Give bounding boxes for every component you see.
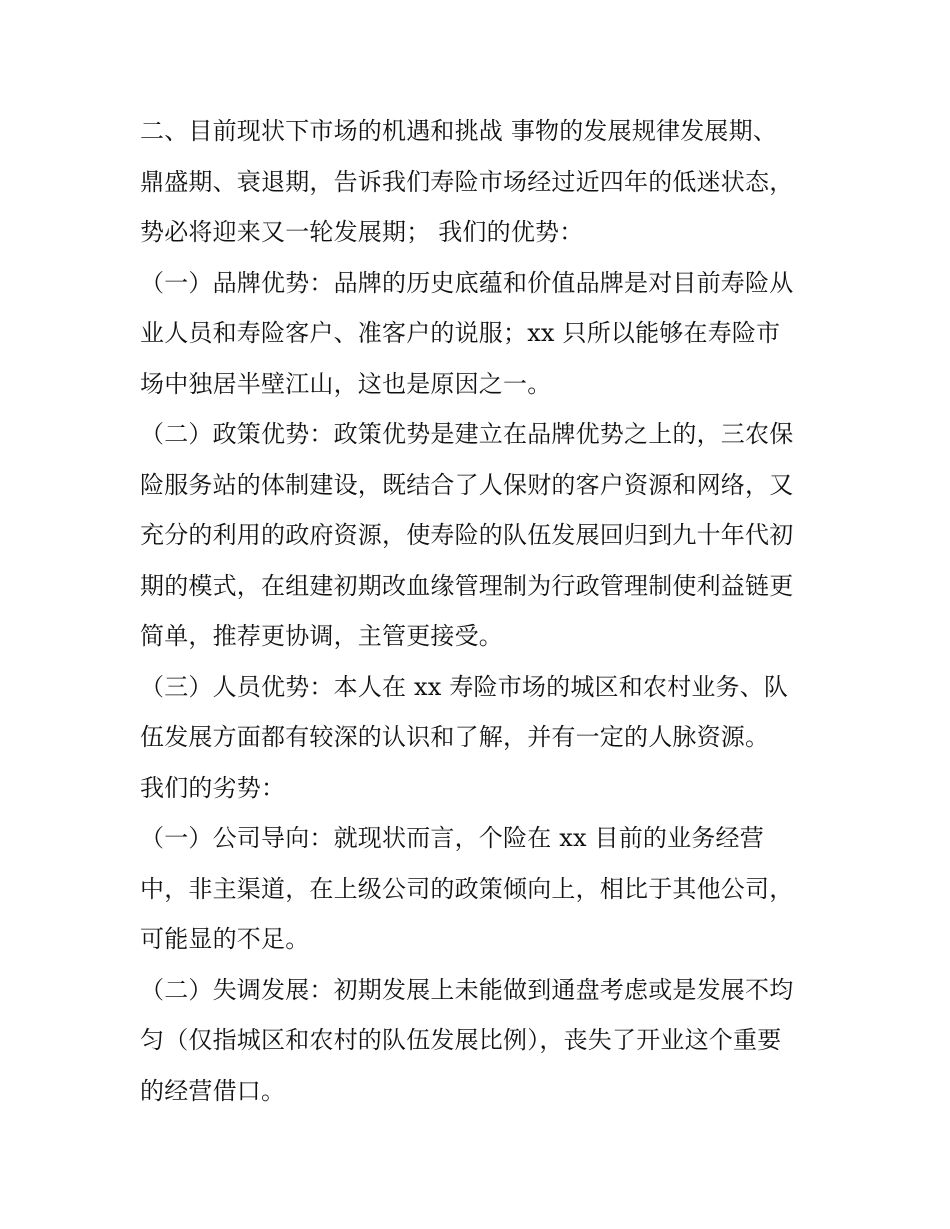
text-line: （一）公司导向：就现状而言，个险在 xx 目前的业务经营	[140, 824, 764, 852]
text-line: 险服务站的体制建设，既结合了人保财的客户资源和网络，又	[140, 470, 794, 499]
text-line: 充分的利用的政府资源，使寿险的队伍发展回归到九十年代初	[140, 521, 794, 549]
text-line: 势必将迎来又一轮发展期； 我们的优势：	[140, 218, 584, 246]
text-line: （二）政策优势：政策优势是建立在品牌优势之上的，三农保	[140, 420, 794, 448]
document-body	[140, 106, 840, 1116]
text-line: 场中独居半壁江山，这也是原因之一。	[140, 369, 552, 398]
text-line: 的经营借口。	[140, 1076, 286, 1105]
text-line: 鼎盛期、衰退期，告诉我们寿险市场经过近四年的低迷状态，	[140, 167, 794, 196]
text-line: （三）人员优势：本人在 xx 寿险市场的城区和农村业务、队	[140, 672, 789, 701]
text-line: 二、目前现状下市场的机遇和挑战 事物的发展规律发展期、	[140, 117, 778, 145]
text-line: （一）品牌优势：品牌的历史底蕴和价值品牌是对目前寿险从	[140, 268, 794, 297]
text-line: 匀（仅指城区和农村的队伍发展比例），丧失了开业这个重要	[140, 1026, 782, 1054]
text-line: （二）失调发展：初期发展上未能做到通盘考虑或是发展不均	[140, 975, 794, 1004]
text-line: 可能显的不足。	[140, 925, 310, 953]
text-line: 我们的劣势：	[140, 773, 286, 802]
text-line: 简单，推荐更协调，主管更接受。	[140, 622, 503, 650]
text-line: 中，非主渠道，在上级公司的政策倾向上，相比于其他公司，	[140, 874, 794, 903]
text-line: 伍发展方面都有较深的认识和了解，并有一定的人脉资源。	[140, 723, 770, 751]
text-line: 期的模式，在组建初期改血缘管理制为行政管理制使利益链更	[140, 571, 794, 600]
text-line: 业人员和寿险客户、准客户的说服；xx 只所以能够在寿险市	[140, 319, 781, 347]
